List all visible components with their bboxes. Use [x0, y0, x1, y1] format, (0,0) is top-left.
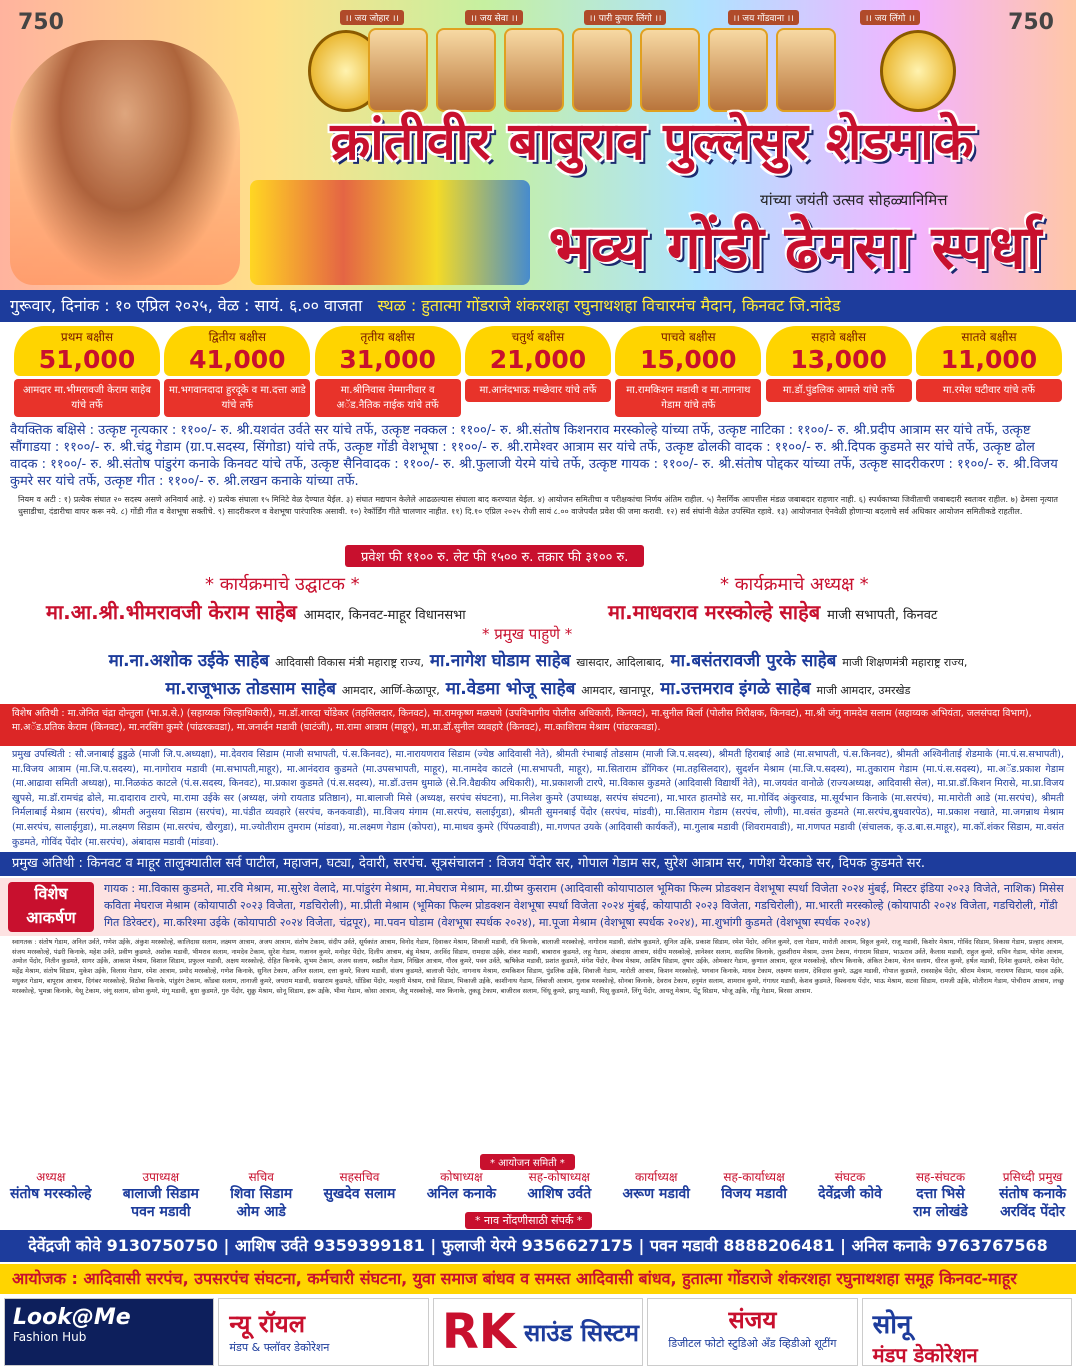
committee-name: अनिल कनाके [426, 1186, 497, 1202]
warrior-illustration [10, 40, 240, 285]
inaugurator-name: मा.आ.श्री.भीमरावजी केराम साहेब [46, 600, 297, 624]
committee-member [10, 1168, 91, 1221]
committee-name: संतोष मरस्कोल्हे [10, 1186, 92, 1202]
special-attraction-text: गायक : मा.विकास कुडमते, मा.रवि मेश्राम, मा.सुरेश वेलादे, मा.पांडुरंग मेश्राम, मा.मेघराज मेश्राम, मा.ग्रीष्म कुसराम (आदिवासी कोयापाठाल भूमिका फिल्म प्रोडक्शन वेशभूषा स्पर्धा विजेता २०२४ मुंबई, मिस्टर इंडिया २०२३ विजेते, नाशिक) मिसेस कविता मेघराज मेश्राम (कोयापाठी २०२३ विजेता, गडचिरोली), मा.प्रीती मेश्राम (भूमिका फिल्म प्रोडक्शन वेशभूषा स्पर्धा विजेता २०२४ मुंबई, कोयापाठी २०२३ विजेता, गडचिरोली), मा.भारती मरस्कोल्हे (कोयापाठी २०२४ विजेता, गडचिरोली, गोंडी गित डिरेक्टर), मा.करिश्मा उईके (कोयापाठी २०२४ विजेता, चंद्रपूर), मा.पवन घोडाम (वेशभूषा स्पर्धक २०२४), मा.पूजा मेश्राम (वेशभूषा स्पर्धक २०२४), मा.शुभांगी कुडमते (वेशभूषा स्पर्धक २०२४) [104, 882, 1064, 929]
committee-member [818, 1168, 882, 1221]
guest-role: आमदार, आर्णि-केळापूर, [341, 684, 440, 697]
prize-label: द्वितीय बक्षीस [208, 330, 267, 344]
slogan: ।। पारी कुपार लिंगो ।। [584, 10, 666, 25]
emblem-right [880, 30, 956, 112]
guest-name: मा.ना.अशोक उईके साहेब [108, 651, 270, 671]
prize-amount: 51,000 [38, 345, 136, 374]
committee-label: * आयोजन समिती * [480, 1154, 575, 1170]
committee-name: दत्ता भिसे [916, 1186, 965, 1202]
sponsor-name: संजय [728, 1306, 777, 1334]
rules-text: नियम व अटी : १) प्रत्येक संघात २० सदस्य असणे अनिवार्य आहे. २) प्रत्येक संघाला १५ मिनिटे वेळ देण्यात येईल. ३) संघात मद्यपान केलेले आढळल्यास संघाला बाद करण्यात येईल. ४) आयोजन समितीचा व परीक्षकांचा निर्णय अंतिम राहील. ५) नैसर्गिक आपत्तीस मंडळ जबाबदार राहणार नाही. ६) स्पर्धकाच्या जिवीताची जबाबदारी स्वतःवर राहील. ७) ढेमसा नृत्यात धुसाडीचा, दंडारीचा वापर करू नये. ८) गोंडी गीत व वेशभूषा सक्तीचे. ९) सादरीकरण व वेशभूषा पारंपारिक असावी. १०) रेकॉर्डिंग गीते चालणार नाहीत. ११) दि.१० एप्रिल २०२५ रोजी सायं ८.०० वाजेपर्यंत प्रवेश फी जमा करावी. १२) सर्व संघांनी वेळेत उपस्थित रहावे. १३) आयोजनात ऐनवेळी होणाऱ्या बदलाचे सर्व अधिकार आयोजन समितीकडे राहतील. [18, 495, 1058, 516]
prize-card [766, 326, 912, 422]
prize-card [465, 326, 611, 422]
committee-member [721, 1168, 787, 1221]
guest-role: माजी शिक्षणमंत्री महाराष्ट्र राज्य, [842, 656, 968, 669]
president [608, 598, 937, 625]
prize-card [315, 326, 461, 422]
prize-sponsor: मा.रामकिशन मडावी व मा.नागनाथ गेडाम यांचे तर्फे [615, 379, 761, 417]
prize-label: पाचवे बक्षीस [660, 330, 716, 344]
committee-role: उपाध्यक्ष [142, 1170, 180, 1184]
event-venue: स्थळ : हुतात्मा गोंडराजे शंकरशहा रघुनाथशहा विचारमंच मैदान, किनवट जि.नांदेड [377, 296, 841, 315]
committee-name: सुखदेव सलाम [323, 1186, 396, 1202]
committee-member [123, 1168, 199, 1221]
header-banner [0, 0, 1076, 290]
special-attraction [0, 878, 1076, 936]
prize-card [615, 326, 761, 422]
committee-member [230, 1168, 292, 1221]
committee-role: सहसचिव [339, 1170, 380, 1184]
committee-role: कार्याध्यक्ष [634, 1170, 678, 1184]
committee-member [999, 1168, 1066, 1221]
committee-role: सह-कोषाध्यक्ष [528, 1170, 590, 1184]
inaugurator-heading: * कार्यक्रमाचे उद्घाटक * [205, 574, 360, 595]
individual-prizes: वैयक्तिक बक्षिसे : उत्कृष्ट नृत्यकार : ११००/- रु. श्री.यशवंत उर्वते सर यांचे तर्फे, उत्कृष्ट नक्कल : ११००/- रु. श्री.संतोष किशनराव मरस्कोल्हे यांच्या तर्फे, उत्कृष्ट नाटिका : ११००/- रु. श्री.प्रदीप आत्राम सर यांचे तर्फे, उत्कृष्ट सौंगाडया : ११००/- रु. श्री.चंद्रु गेडाम (ग्रा.प.सदस्य, सिंगोडा) यांचे तर्फे, उत्कृष्ट गोंडी वेशभूषा : ११००/- रु. श्री.रामेश्वर आत्राम सर यांचे तर्फे, उत्कृष्ट ढोलकी वादक : ११००/- रु. श्री.दिपक कुडमते सर यांचे तर्फे, उत्कृष्ट ढोल वादक : ११००/- रु. श्री.संतोष पांडुरंग कनाके किनवट यांचे तर्फे, उत्कृष्ट सैनिवादक : ११००/- रु. श्री.फुलाजी येरमे यांचे तर्फे, उत्कृष्ट गायक : ११००/- रु. श्री.संतोष पोद्दकर यांच्या तर्फे, उत्कृष्ट सादरीकरण : ११००/- रु. श्री.विजय कुमरे सर यांचे तर्फे, उत्कृष्ट गीत : ११००/- रु. श्री.लखन कनाके यांच्या तर्फे. [10, 423, 1058, 489]
prize-amount: 11,000 [940, 345, 1038, 374]
slogan: ।। जय सेवा ।। [465, 10, 523, 25]
guest-name: मा.नागेश घोडाम साहेब [429, 651, 571, 671]
committee-role: प्रसिध्दी प्रमुख [1002, 1170, 1063, 1184]
event-title: भव्य गोंडी ढेमसा स्पर्धा [548, 213, 1042, 283]
portrait-image [640, 28, 700, 112]
special-attraction-tag: विशेष आकर्षण [8, 882, 94, 932]
committee-name: देवेंद्रजी कोवे [818, 1186, 882, 1202]
event-date: गुरूवार, दिनांक : १० एप्रिल २०२५, वेळ : सायं. ६.०० वाजता [10, 296, 363, 315]
sponsor-ad [218, 1298, 428, 1366]
banner-number-left: 750 [18, 10, 64, 35]
portrait-image [708, 28, 768, 112]
sponsor-strip [0, 1296, 1076, 1368]
contact-numbers: देवेंद्रजी कोवे 9130750750 | आशिष उर्वते 9359399181 | फुलाजी येरमे 9356627175 | पवन मडावी 8888206481 | अनिल कनाके 9763767568 [0, 1230, 1076, 1262]
prize-label: तृतीय बक्षीस [360, 330, 415, 344]
guests-heading: * प्रमुख पाहुणे * [482, 625, 573, 643]
prize-amount: 41,000 [189, 345, 286, 374]
organizers-bar: आयोजक : आदिवासी सरपंच, उपसरपंच संघटना, कर्मचारी संघटना, युवा समाज बांधव व समस्त आदिवासी बांधव, हुतात्मा गोंडराजे शंकरशहा रघुनाथशहा समूह किनवट-माहूर [0, 1264, 1076, 1294]
committee-role: कोषाध्यक्ष [440, 1170, 483, 1184]
prize-card [164, 326, 310, 422]
committee-name: पवन मडावी [131, 1204, 191, 1220]
banner-number-right: 750 [1008, 10, 1054, 35]
prize-sponsor: आमदार मा.भीमरावजी केराम साहेब यांचे तर्फे [14, 379, 160, 417]
contact-label: * नाव नोंदणीसाठी संपर्क * [465, 1212, 592, 1229]
committee-name: ओम आडे [236, 1204, 286, 1220]
sponsor-ad [4, 1298, 214, 1366]
prize-amount: 21,000 [489, 345, 587, 374]
president-name: मा.माधवराव मरस्कोल्हे साहेब [608, 600, 821, 624]
sponsor-tagline: मंडप & फ्लॉवर डेकोरेशन [229, 1341, 330, 1354]
volunteers-text: स्वागतक : संतोष गेडाम, अनिल उर्वते, गणेश उईके, अंकुश मरस्कोल्हे, कालिदास सलाम, लक्ष्मण आत्राम, अजय आत्राम, संतोष टेकाम, संदीप उर्वते, सूर्यकांत आत्राम, विनोद गेडाम, दिवाकर मेश्राम, शिवाजी मडावी, रवि किनाके, बालाजी मरस्कोल्हे, नागोराव मडावी, संतोष कुडमते, सुनिल उईके, प्रकाश सिडाम, रमेश पेंदोर, अनिल कुमरे, दत्ता गेडाम, मारोती आत्राम, विठ्ठल कुमरे, राजू मडावी, किशोर मेश्राम, गोविंद सिडाम, विकास गेडाम, प्रल्हाद आत्राम, संजय मरस्कोल्हे, पंढरी किनाके, महेश उर्वते, प्रवीण कुडमते, अशोक मडावी, भीमराव सलाम, नामदेव टेकाम, सुरेश गेडाम, गजानन कुमरे, मनोहर पेंदोर, दिलीप आत्राम, बंडू मेश्राम, अरविंद सिडाम, रामदास उईके, शंकर मडावी, बाबाराव कुडमते, लहू गेडाम, अंबादास आत्राम, संदीप मरस्कोल्हे, ज्ञानेश्वर सलाम, सदाशिव किनाके, तुळशीराम मेश्राम, उत्तम टेकाम, गंगाराम सिडाम, भाऊराव उर्वते, कैलास मडावी, राहुल कुमरे, सचिन गेडाम, योगेश आत्राम, अमोल पेंदोर, नितीन कुडमते, सागर उईके, आकाश मेश्राम, विशाल सिडाम, प्रफुल्ल मडावी, अक्षय मरस्कोल्हे, रोहित किनाके, शुभम टेकाम, अजय सलाम, स्वप्नील गेडाम, निखिल आत्राम, गौरव कुमरे, पवन उर्वते, ऋषिकेश मडावी, प्रशांत कुडमते, मंगेश पेंदोर, वैभव मेश्राम, आशिष सिडाम, तुषार उईके, ओमकार गेडाम, कुणाल आत्राम, सूरज मरस्कोल्हे, सौरभ किनाके, अंकित टेकाम, चेतन सलाम, धीरज कुमरे, हर्षल मडावी, दिनेश कुडमते, राकेश पेंदोर, महेंद्र मेश्राम, संतोष सिडाम, मुकेश उईके, विलास गेडाम, रमेश आत्राम, प्रमोद मरस्कोल्हे, गणेश किनाके, सुनिल टेकाम, अनिल सलाम, दत्ता कुमरे, विजय मडावी, संजय कुडमते, बालाजी पेंदोर, नागनाथ मेश्राम, रामकिशन सिडाम, पुंडलिक उईके, शिवाजी गेडाम, मारोती आत्राम, किशन मरस्कोल्हे, भगवान किनाके, माधव टेकाम, लक्ष्मण सलाम, देविदास कुमरे, उद्धव मडावी, गोपाल कुडमते, रावसाहेब पेंदोर, श्रीराम मेश्राम, नारायण सिडाम, यादव उईके, मधुकर गेडाम, बापूराव आत्राम, दिगंबर मरस्कोल्हे, विठोबा किनाके, पांडुरंग टेकाम, कोंडबा सलाम, तानाजी कुमरे, जयराम मडावी, सखाराम कुडमते, धोंडिबा पेंदोर, मल्हारी मेश्राम, राघो सिडाम, भिकाजी उईके, काशीनाथ गेडाम, लिंबाजी आत्राम, गुलाब मरस्कोल्हे, सोनबा किनाके, देवराव टेकाम, हनुमंत सलाम, शामराव कुमरे, गंगाधर मडावी, केशव कुडमते, विश्वनाथ पेंदोर, भाऊ मेश्राम, सटवा सिडाम, रामजी उईके, मोतीराम गेडाम, पोचीराम आत्राम, लच्छु मरस्कोल्हे, भुमन्ना किनाके, येसू टेकाम, जंगू सलाम, सोमा कुमरे, मंगू मडावी, बुधा कुडमते, गुरु पेंदोर, शुक्रु मेश्राम, सोनू सिडाम, इरू उईके, भीमा गेडाम, कोसा आत्राम, जैतू मरस्कोल्हे, मारु किनाके, तुकडू टेकाम, बाजीराव सलाम, चिंधू कुमरे, झापू मडावी, पिसू कुडमते, लिंगू पेंदोर, आयतू मेश्राम, पेंटू सिडाम, भोजू उईके, गोंडू गेडाम, बिरसा आत्राम. [12, 938, 1064, 995]
prize-amount: 15,000 [640, 345, 737, 374]
portrait-image [368, 28, 428, 112]
guest-name: मा.बसंतरावजी पुरके साहेब [670, 651, 837, 671]
sponsor-name: Look@Me [13, 1305, 131, 1330]
guests-line-1 [12, 648, 1064, 671]
guest-role: आदिवासी विकास मंत्री महाराष्ट्र राज्य, [275, 656, 424, 669]
dancers-image [250, 180, 530, 285]
committee-role: सह-संघटक [915, 1170, 966, 1184]
chief-presence-text: प्रमुख उपस्थिती : सौ.जनाबाई डुडुळे (माजी जि.प.अध्यक्षा), मा.देवराव सिडाम (माजी सभापती, पं.स.किनवट), मा.नारायणराव सिडाम (ज्येष्ठ आदिवासी नेते), श्रीमती रंभाबाई तोडसाम (माजी जि.प.सदस्य), श्रीमती हिराबाई आडे (मा.सभापती, पं.स.किनवट), श्रीमती अश्विनीताई शेडमाके (मा.पं.स.सभापती), मा.विजय आत्राम (मा.जि.प.सदस्य), मा.नागोराव मडावी (मा.सभापती,माहूर), मा.आनंदराव कुडमते (मा.उपसभापती, माहूर), मा.नामदेव काटले (मा.सभापती, माहूर), मा.सिताराम डोंगिकर (मा.तहसिलदार), सुदर्शन मेश्राम (मा.जि.प.सदस्य), मा.तुकाराम गेडाम (मा.पं.स.सदस्य), मा.अॅड.प्रकाश गेडाम (मा.आढावा समिती अध्यक्ष), मा.निळकंठ काटले (पं.स.सदस्य, किनवट), मा.प्रकाश कुडमते (पं.स.सदस्य), मा.डॉ.उत्तम धुमाळे (से.नि.वैद्यकीय अधिकारी), मा.प्रकाशजी टारपे, मा.विकास कुडमते (आदिवासी विद्यार्थी नेते), मा.जयवंत वानोळे (राज्यअध्यक्ष, आदिवासी सेल), मा.प्रा.डॉ.किशन मिरासे, मा.प्रा.विजय खुपसे, मा.डॉ.रामचंद्र ढोले, मा.दादाराव टारपे, मा.रामा उईके सर (अध्यक्ष, जंगो रायताड प्रतिष्ठान), मा.बालाजी मिसे (अध्यक्ष, सरपंच संघटना), मा.निलेश कुमरे (उपाध्यक्ष, सरपंच संघटना), मा.भारत हातमोडे सर, मा.गोविंद अंकुरवाड, मा.सूर्यभान किनाके (मा.सरपंच), मा.मारोती आडे (मा.सरपंच), श्रीमती निर्मलाबाई मेश्राम (सरपंच), श्रीमती अनुसया सिडाम (सरपंच), मा.पंडीत व्यवहारे (सरपंच, कनकवाडी), मा.विजय मंगाम (मा.सरपंच, सलाईगुडा), श्रीमती सुमनबाई पेंदोर (सरपंच, मांडवी), मा.सिताराम गेडाम (सरपंच, लोणी), मा.वसंत कुडमते (मा.सरपंच,बुधवारपेठ), मा.प्रकाश नखाते, मा.जगन्नाथ मेश्राम (मा.सरपंच, सालाईगुडा), मा.लक्ष्मण सिडाम (मा.सरपंच, खैरगुडा), मा.ज्योतीराम तुमराम (मांडवा), मा.लक्ष्मण गेडाम (कोपरा), मा.माधव कुमरे (पिंपळवाडी), मा.गणपत उयके (आदिवासी कार्यकर्ते), मा.गुलाब मडावी (शिवरामवाडी), मा.गणपत मडावी (संचालक, कृ.उ.बा.स.माहूर), मा.कॉ.शंकर सिडाम, मा.वसंत कुडमते, गोविंद पेंदोर (मा.सरपंच), अंबादास मडावी (मांडवा). [12, 749, 1064, 848]
portrait-image [776, 28, 836, 112]
guest-role: खासदार, आदिलाबाद, [576, 656, 665, 669]
prize-sponsor: मा.रमेश घटीवार यांचे तर्फे [916, 379, 1062, 402]
prize-card [14, 326, 160, 422]
committee-name: अरूण मडावी [622, 1186, 690, 1202]
sponsor-name: न्यू रॉयल [229, 1310, 305, 1338]
president-role: माजी सभापती, किनवट [827, 608, 938, 623]
committee-member [913, 1168, 968, 1221]
committee-name: शिवा सिडाम [230, 1186, 293, 1202]
sponsor-name: RK [441, 1304, 516, 1360]
slogan: ।। जय जोहार ।। [340, 10, 404, 25]
inaugurator [46, 598, 466, 625]
guest-role: माजी आमदार, उमरखेड [816, 684, 911, 697]
prize-label: सातवे बक्षीस [961, 330, 1017, 344]
sponsor-tagline: मंडप डेकोरेशन [872, 1343, 978, 1366]
portrait-row [368, 28, 836, 112]
guest-name: मा.उत्तमराव इंगळे साहेब [660, 679, 811, 699]
prize-sponsor: मा.डॉ.पुंडलिक आमले यांचे तर्फे [766, 379, 912, 402]
inaugurator-role: आमदार, किनवट-माहूर विधानसभा [303, 608, 466, 623]
portrait-image [436, 28, 496, 112]
sponsor-tagline: साउंड सिस्टम [523, 1318, 639, 1347]
committee-name: संतोष कनाके [999, 1186, 1066, 1202]
sponsor-ad [862, 1298, 1072, 1366]
sponsor-ad [433, 1298, 643, 1366]
fees-bar: प्रवेश फी ११०० रु. लेट फी १५०० रु. तक्रार फी ३१०० रु. [345, 545, 644, 567]
guests-line-2 [12, 676, 1064, 699]
committee-role: सह-कार्याध्यक्ष [723, 1170, 785, 1184]
committee-member [323, 1168, 395, 1221]
guest-name: मा.राजूभाऊ तोडसाम साहेब [165, 679, 336, 699]
prize-label: प्रथम बक्षीस [60, 330, 114, 344]
committee-name: विजय मडावी [721, 1186, 787, 1202]
committee-role: सचिव [248, 1170, 274, 1184]
main-title: क्रांतीवीर बाबुराव पुल्लेसुर शेडमाके [330, 111, 974, 172]
portrait-image [504, 28, 564, 112]
prize-sponsor: मा.भगवानदादा हुरदूके व मा.दत्ता आडे यांचे तर्फे [164, 379, 310, 417]
prize-label: सहावे बक्षीस [811, 330, 867, 344]
slogan-row [340, 10, 920, 25]
guest-role: आमदार, खानापूर, [581, 684, 655, 697]
committee-role: संघटक [834, 1170, 866, 1184]
prize-sponsor: मा.आनंदभाऊ मच्छेवार यांचे तर्फे [465, 379, 611, 402]
prize-label: चतुर्थ बक्षीस [511, 330, 565, 344]
committee-name: राम लोखंडे [913, 1204, 968, 1220]
chief-guests-bar: प्रमुख अतिथी : किनवट व माहूर तालुक्यातील सर्व पाटील, महाजन, घट्या, देवारी, सरपंच. सूत्रसंचालन : विजय पेंदोर सर, गोपाल गेडाम सर, सुरेश आत्राम सर, गणेश येरकाडे सर, दिपक कुडमते सर. [0, 852, 1076, 876]
sponsor-tagline: Fashion Hub [13, 1330, 87, 1344]
guest-name: मा.वेडमा भोजू साहेब [445, 679, 576, 699]
sponsor-name: सोनू [872, 1310, 912, 1340]
sponsor-ad [647, 1298, 857, 1366]
date-venue-bar [0, 290, 1076, 322]
portrait-image [572, 28, 632, 112]
special-guests-band: विशेष अतिथी : मा.जेनित चंद्रा दोन्तुला (भा.प्र.से.) (सहाय्यक जिल्हाधिकारी), मा.डॉ.शारदा चोंडेकर (तहसिलदार, किनवट), मा.रामकृष्ण मळघणे (उपविभागीय पोलीस अधिकारी, किनवट), मा.सुनील बिर्ला (पोलीस निरीक्षक, किनवट), मा.श्री जंगु नामदेव सलाम (सहाय्यक अभियंता, जलसंपदा विभाग), मा.अॅड.प्रतिक केराम (किनवट), मा.नरसिंग कुमरे (पांढरकवडा), मा.जनार्दन मडावी (घाटंजी), मा.रामा आत्राम (माहूर), मा.प्रा.डॉ.सुनील व्यवहारे (किनवट), मा.काशिराम मेश्राम (पांढरकवडा). [0, 704, 1076, 746]
committee-name: अरविंद पेंदोर [1000, 1204, 1065, 1220]
slogan: ।। जय लिंगो ।। [860, 10, 920, 25]
prize-card [916, 326, 1062, 422]
slogan: ।। जय गोंडवाना ।। [728, 10, 799, 25]
prize-sponsor: मा.श्रीनिवास नेम्मानीवार व अॅड.नैतिक नाईक यांचे तर्फे [315, 379, 461, 417]
president-heading: * कार्यक्रमाचे अध्यक्ष * [720, 574, 869, 595]
committee-name: बालाजी सिडाम [122, 1186, 199, 1202]
committee-name: आशिष उर्वते [527, 1186, 592, 1202]
sponsor-tagline: डिजीटल फोटो स्टुडिओ अँड व्हिडीओ शूटींग [668, 1337, 837, 1350]
subtitle-line: यांच्या जयंती उत्सव सोहळ्यानिमित्त [760, 191, 948, 209]
prize-amount: 13,000 [790, 345, 887, 374]
prize-list [14, 326, 1062, 422]
prize-amount: 31,000 [339, 345, 436, 374]
committee-role: अध्यक्ष [36, 1170, 66, 1184]
committee-member [622, 1168, 689, 1221]
